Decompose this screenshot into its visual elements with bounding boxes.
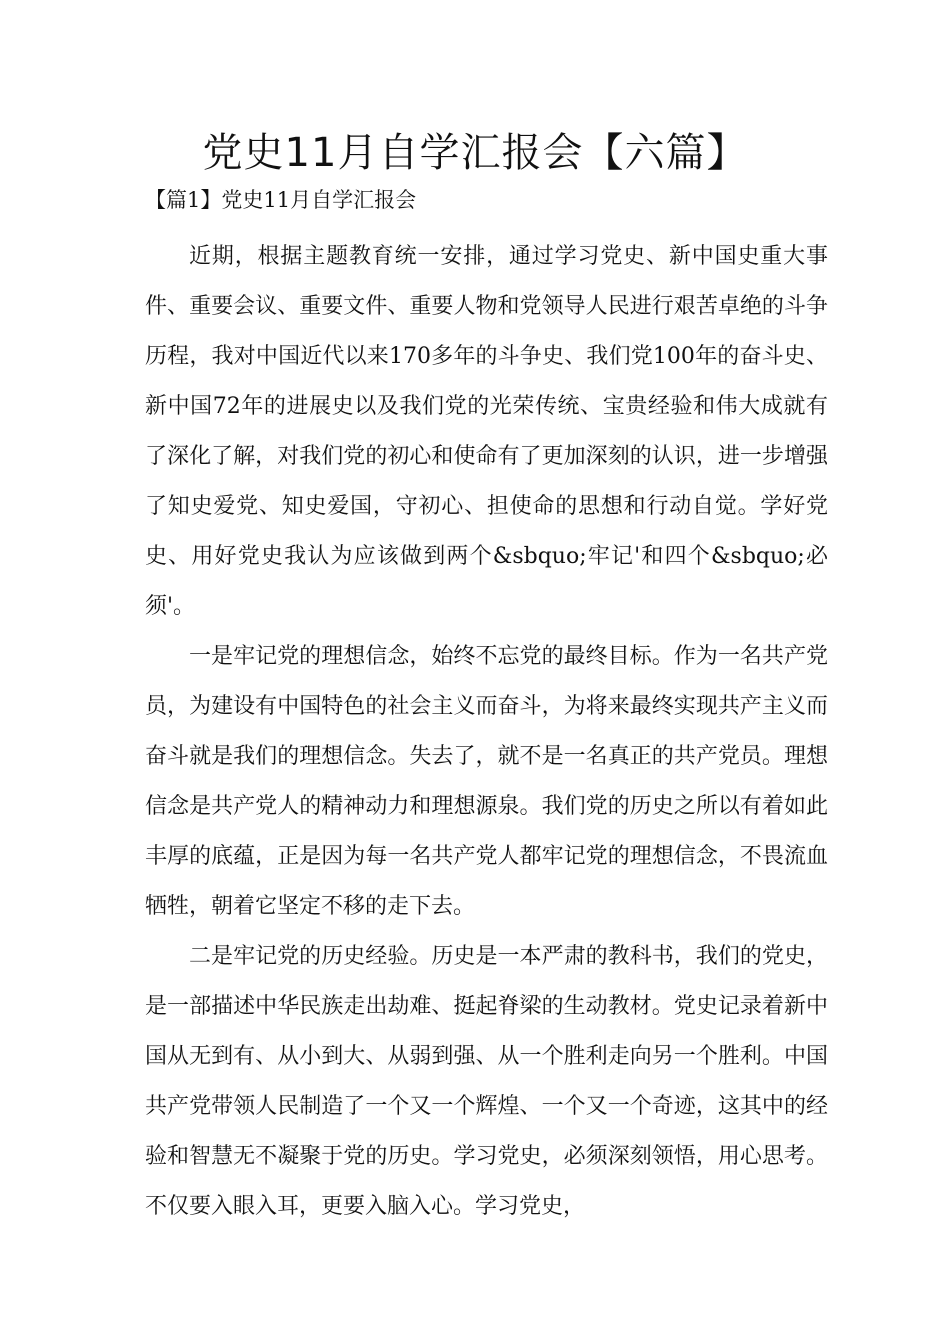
- paragraph-point-two: 二是牢记党的历史经验。历史是一本严肃的教科书，我们的党史，是一部描述中华民族走出劫难、挺起脊梁的生动教材。党史记录着新中国从无到有、从小到大、从弱到强、从一个胜利走向另一个胜利。中国共产党带领人民制造了一个又一个辉煌、一个又一个奇迹，这其中的经验和智慧无不凝聚于党的历史。学习党史，必须深刻领悟，用心思考。不仅要入眼入耳，更要入脑入心。学习党史，: [145, 944, 828, 1219]
- document-body: [145, 232, 828, 1232]
- paragraph-intro: 近期，根据主题教育统一安排，通过学习党史、新中国史重大事件、重要会议、重要文件、重要人物和党领导人民进行艰苦卓绝的斗争历程，我对中国近代以来170多年的斗争史、我们党100年的奋斗史、新中国72年的进展史以及我们党的光荣传统、宝贵经验和伟大成就有了深化了解，对我们党的初心和使命有了更加深刻的认识，进一步增强了知史爱党、知史爱国，守初心、担使命的思想和行动自觉。学好党史、用好党史我认为应该做到两个&sbquo;牢记'和四个&sbquo;必须'。: [145, 244, 828, 619]
- section-heading: 【篇1】党史11月自学汇报会: [145, 188, 417, 212]
- paragraph-point-one: 一是牢记党的理想信念，始终不忘党的最终目标。作为一名共产党员，为建设有中国特色的社会主义而奋斗，为将来最终实现共产主义而奋斗就是我们的理想信念。失去了，就不是一名真正的共产党员。理想信念是共产党人的精神动力和理想源泉。我们党的历史之所以有着如此丰厚的底蕴，正是因为每一名共产党人都牢记党的理想信念，不畏流血牺牲，朝着它坚定不移的走下去。: [145, 644, 828, 919]
- document-title: 党史11月自学汇报会【六篇】: [202, 130, 748, 176]
